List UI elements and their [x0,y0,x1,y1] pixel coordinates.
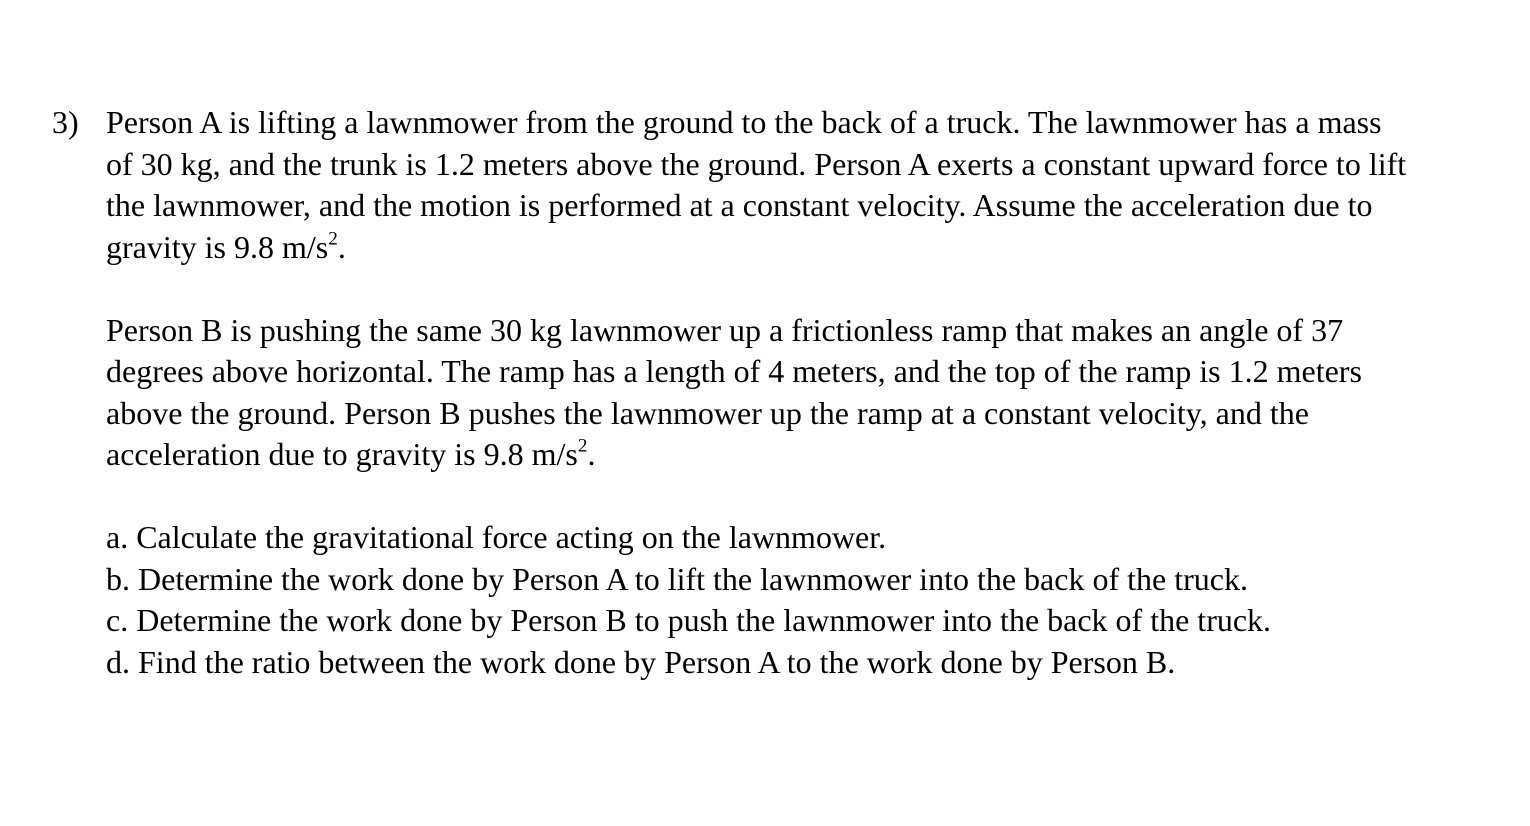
question-b: b. Determine the work done by Person A to lift the lawnmower into the back of the truck. [106,560,1248,597]
paragraph-person-b-end: . [587,436,596,472]
question-a: a. Calculate the gravitational force acting on the lawnmower. [106,519,887,555]
paragraph-person-b [106,310,1416,476]
exponent-superscript: 2 [328,228,338,250]
paragraph-person-a-end: . [337,228,346,265]
question-d: d. Find the ratio between the work done by Person A to the work done by Person B. [106,643,1176,680]
problem-block [52,102,1452,683]
paragraph-person-b-text: Person B is pushing the same 30 kg lawnmower up a frictionless ramp that makes an angle of 37 degrees above horizontal. The ramp has a length of 4 meters, and the top of the ramp is 1.2 meters above the ground. Person B pushes the lawnmower up the ramp at a constant velocity, and the acceleration due to gravity is 9.8 m/s [106,311,1362,472]
exponent-superscript: 2 [577,435,588,457]
question-c: c. Determine the work done by Person B to push the lawnmower into the back of the truck. [106,602,1272,638]
problem-body [106,102,1416,683]
question-list [106,517,1416,683]
paragraph-person-a [106,102,1416,268]
problem-number: 3) [52,104,79,140]
paragraph-person-a-text: Person A is lifting a lawnmower from the ground to the back of a truck. The lawnmower has a mass of 30 kg, and the trunk is 1.2 meters above the ground. Person A exerts a constant upward force to lift the lawnmower, and the motion is performed at a constant velocity. Assume the acceleration due to gravity is 9.8 m/s [106,104,1407,265]
